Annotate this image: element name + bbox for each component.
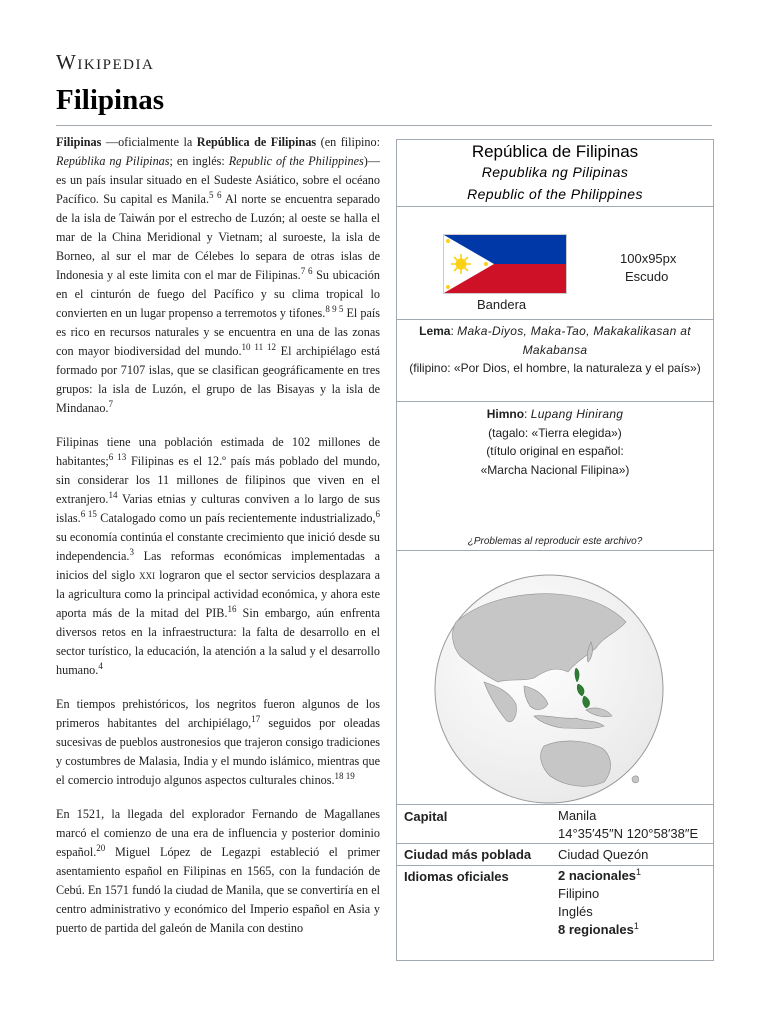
text: su economía continúa el constante crecimiento que inició desde su independencia. <box>56 530 380 563</box>
text: )— es un país insular situado en el Sudeste Asiático, sobre el océano Pacífico. Su capital es Manila. <box>56 154 380 206</box>
italic-term: Repúblika ng Pilipinas <box>56 154 170 168</box>
capital-coordinates[interactable]: 14°35′45″N 120°58′38″E <box>558 826 699 841</box>
text: (en filipino: <box>316 135 380 149</box>
reference-link[interactable]: 17 <box>251 714 261 724</box>
infobox-row-capital <box>397 805 713 844</box>
text: En tiempos prehistóricos, los negritos fueron algunos de los primeros habitantes del archipiélago, <box>56 697 380 730</box>
reference-link[interactable]: 3 <box>129 547 134 557</box>
paragraph-prehistory <box>56 695 380 790</box>
text: Filipinas es el 12.º país más poblado del mundo, sin considerar los 11 millones de filipinos que viven en el extranjero. <box>56 454 381 506</box>
motto-label: Lema <box>419 324 451 338</box>
paragraph-population <box>56 433 380 680</box>
languages-label: Idiomas oficiales <box>404 869 509 884</box>
reference-link[interactable]: 6 15 <box>80 509 97 519</box>
infobox-native-name: Republika ng Pilipinas <box>481 164 629 180</box>
reference-link[interactable]: 10 11 12 <box>241 342 276 352</box>
reference-link[interactable]: 4 <box>98 661 103 671</box>
infobox-english-name: Republic of the Philippines <box>467 186 643 202</box>
audio-problem-link[interactable]: ¿Problemas al reproducir este archivo? <box>467 536 643 547</box>
text: seguidos por oleadas sucesivas de pueblos austronesios que trajeron consigo tradiciones y costumbres de Malasia, India y el mundo islámico, mientras que el comercio introdujo algunos aspectos culturales chinos. <box>56 716 381 787</box>
anthem-translation: (tagalo: «Tierra elegida») <box>488 425 622 440</box>
text: Su ubicación en el cinturón de fuego del Pacífico y su clima tropical lo convierten en un lugar propenso a terremotos y tifones. <box>56 268 380 320</box>
text: Al norte se encuentra separado de la isla de Taiwán por el estrecho de Luzón; al oeste se halla el mar de la China Meridional y Vietnam; al suroeste, la isla de Borneo, al sur el mar de Célebes lo separa de otras islas de Indonesia y al este limita con el mar de Filipinas. <box>56 192 380 282</box>
text: El país es rico en recursos naturales y se encuentra en una de las zonas con mayor biodiversidad del mundo. <box>56 306 380 358</box>
anthem-original-title: (título original en español: <box>486 444 624 458</box>
motto-translation: (filipino: «Por Dios, el hombre, la naturaleza y el país») <box>409 361 701 375</box>
text: Varias etnias y culturas conviven a lo largo de sus islas. <box>56 492 380 525</box>
largest-city-value[interactable]: Ciudad Quezón <box>558 847 649 862</box>
motto-text: Maka-Diyos, Maka-Tao, Makakalikasan at Makabansa <box>457 324 691 357</box>
reference-link[interactable]: 5 6 <box>209 190 222 200</box>
text: lograron que el sector servicios desplazara a la agricultura como la principal actividad económica, y ahora este aporta más de la mitad del PIB. <box>56 568 381 620</box>
text: El archipiélago está formado por 7107 islas, que se clasifican geográficamente en tres grupos: la isla de Luzón, el grupo de las Bisayas y la isla de Mindanao. <box>56 344 380 415</box>
italic-term: Republic of the Philippines <box>228 154 364 168</box>
national-languages: 2 nacionales <box>558 868 637 883</box>
regional-languages: 8 regionales <box>558 922 634 937</box>
capital-city[interactable]: Manila <box>558 808 597 823</box>
language-filipino[interactable]: Filipino <box>558 886 600 901</box>
reference-link[interactable]: 7 <box>108 399 113 409</box>
bold-term: Filipinas <box>56 135 102 149</box>
title-divider <box>56 125 712 126</box>
anthem-title[interactable]: Lupang Hinirang <box>530 407 624 421</box>
philippines-flag[interactable] <box>443 234 567 294</box>
audio-player[interactable] <box>405 479 705 529</box>
flag-triangle-icon <box>444 235 566 293</box>
article-body <box>56 133 380 953</box>
reference-link[interactable]: 7 6 <box>300 266 313 276</box>
text: ; en inglés: <box>169 154 229 168</box>
century-numeral: xxi <box>139 568 156 582</box>
page <box>56 0 712 1024</box>
reference-link[interactable]: 1 <box>633 921 639 931</box>
languages-value <box>558 867 641 939</box>
infobox-map <box>397 536 713 805</box>
text: En 1521, la llegada del explorador Fernando de Magallanes marcó el comienzo de una era de influencia y posterior dominio español. <box>56 807 380 859</box>
text: Filipinas tiene una población estimada de 102 millones de habitantes; <box>56 435 380 468</box>
coat-of-arms-size: 100x95px <box>620 251 677 266</box>
reference-link[interactable]: 20 <box>96 843 106 853</box>
capital-label: Capital <box>404 809 448 824</box>
infobox-title: República de Filipinas <box>471 142 639 161</box>
anthem-original-title-2: «Marcha Nacional Filipina») <box>480 462 630 477</box>
reference-link[interactable]: 8 9 5 <box>325 304 344 314</box>
flag-caption[interactable]: Bandera <box>477 297 527 312</box>
reference-link[interactable]: 6 13 <box>108 452 127 462</box>
globe-map[interactable] <box>426 570 672 808</box>
infobox <box>396 139 714 961</box>
reference-link[interactable]: 14 <box>108 490 118 500</box>
largest-city-label: Ciudad más poblada <box>404 847 532 862</box>
capital-value <box>558 807 698 843</box>
anthem-label: Himno <box>486 407 525 421</box>
text: Las reformas económicas implementadas a inicios del siglo <box>56 549 380 582</box>
infobox-anthem: Himno: Lupang Hinirang (tagalo: «Tierra elegida») (título original en español: «Marcha Nacional Filipina») <box>397 402 713 551</box>
text: Miguel López de Legazpi estableció el primer asentamiento español en Filipinas en 1565, con la fundación de Cebú. En 1571 fundó la ciudad de Manila, que se convertiría en el centro administrativo y económico del Imperio español en Asia y puerto de partida del galeón de Manila con destino <box>56 845 380 935</box>
infobox-motto: Lema: Maka-Diyos, Maka-Tao, Makakalikasan at Makabansa (filipino: «Por Dios, el hombre, la naturaleza y el país») <box>397 320 713 402</box>
language-english[interactable]: Inglés <box>558 904 593 919</box>
reference-link[interactable]: 16 <box>227 604 237 614</box>
reference-link[interactable]: 18 19 <box>334 771 355 781</box>
reference-link[interactable]: 1 <box>636 867 642 877</box>
text: —oficialmente la <box>101 135 197 149</box>
page-title: Filipinas <box>56 84 164 116</box>
text: Sin embargo, aún enfrenta diversos retos en la infraestructura: la falta de desarrollo en el sector turístico, la educación, la atención a la salud y el desarrollo humano. <box>56 606 380 677</box>
infobox-symbols <box>397 207 713 320</box>
bold-term: República de Filipinas <box>196 135 317 149</box>
wikipedia-wordmark[interactable]: Wikipedia <box>56 50 155 74</box>
paragraph-intro <box>56 133 380 418</box>
infobox-row-languages <box>397 866 713 961</box>
reference-link[interactable]: 6 <box>375 509 381 519</box>
paragraph-colonial <box>56 805 380 938</box>
text: Catalogado como un país recientemente industrializado, <box>96 511 376 525</box>
infobox-header <box>397 140 713 207</box>
coat-of-arms-caption[interactable]: Escudo <box>625 269 669 284</box>
infobox-row-largest-city <box>397 844 713 866</box>
